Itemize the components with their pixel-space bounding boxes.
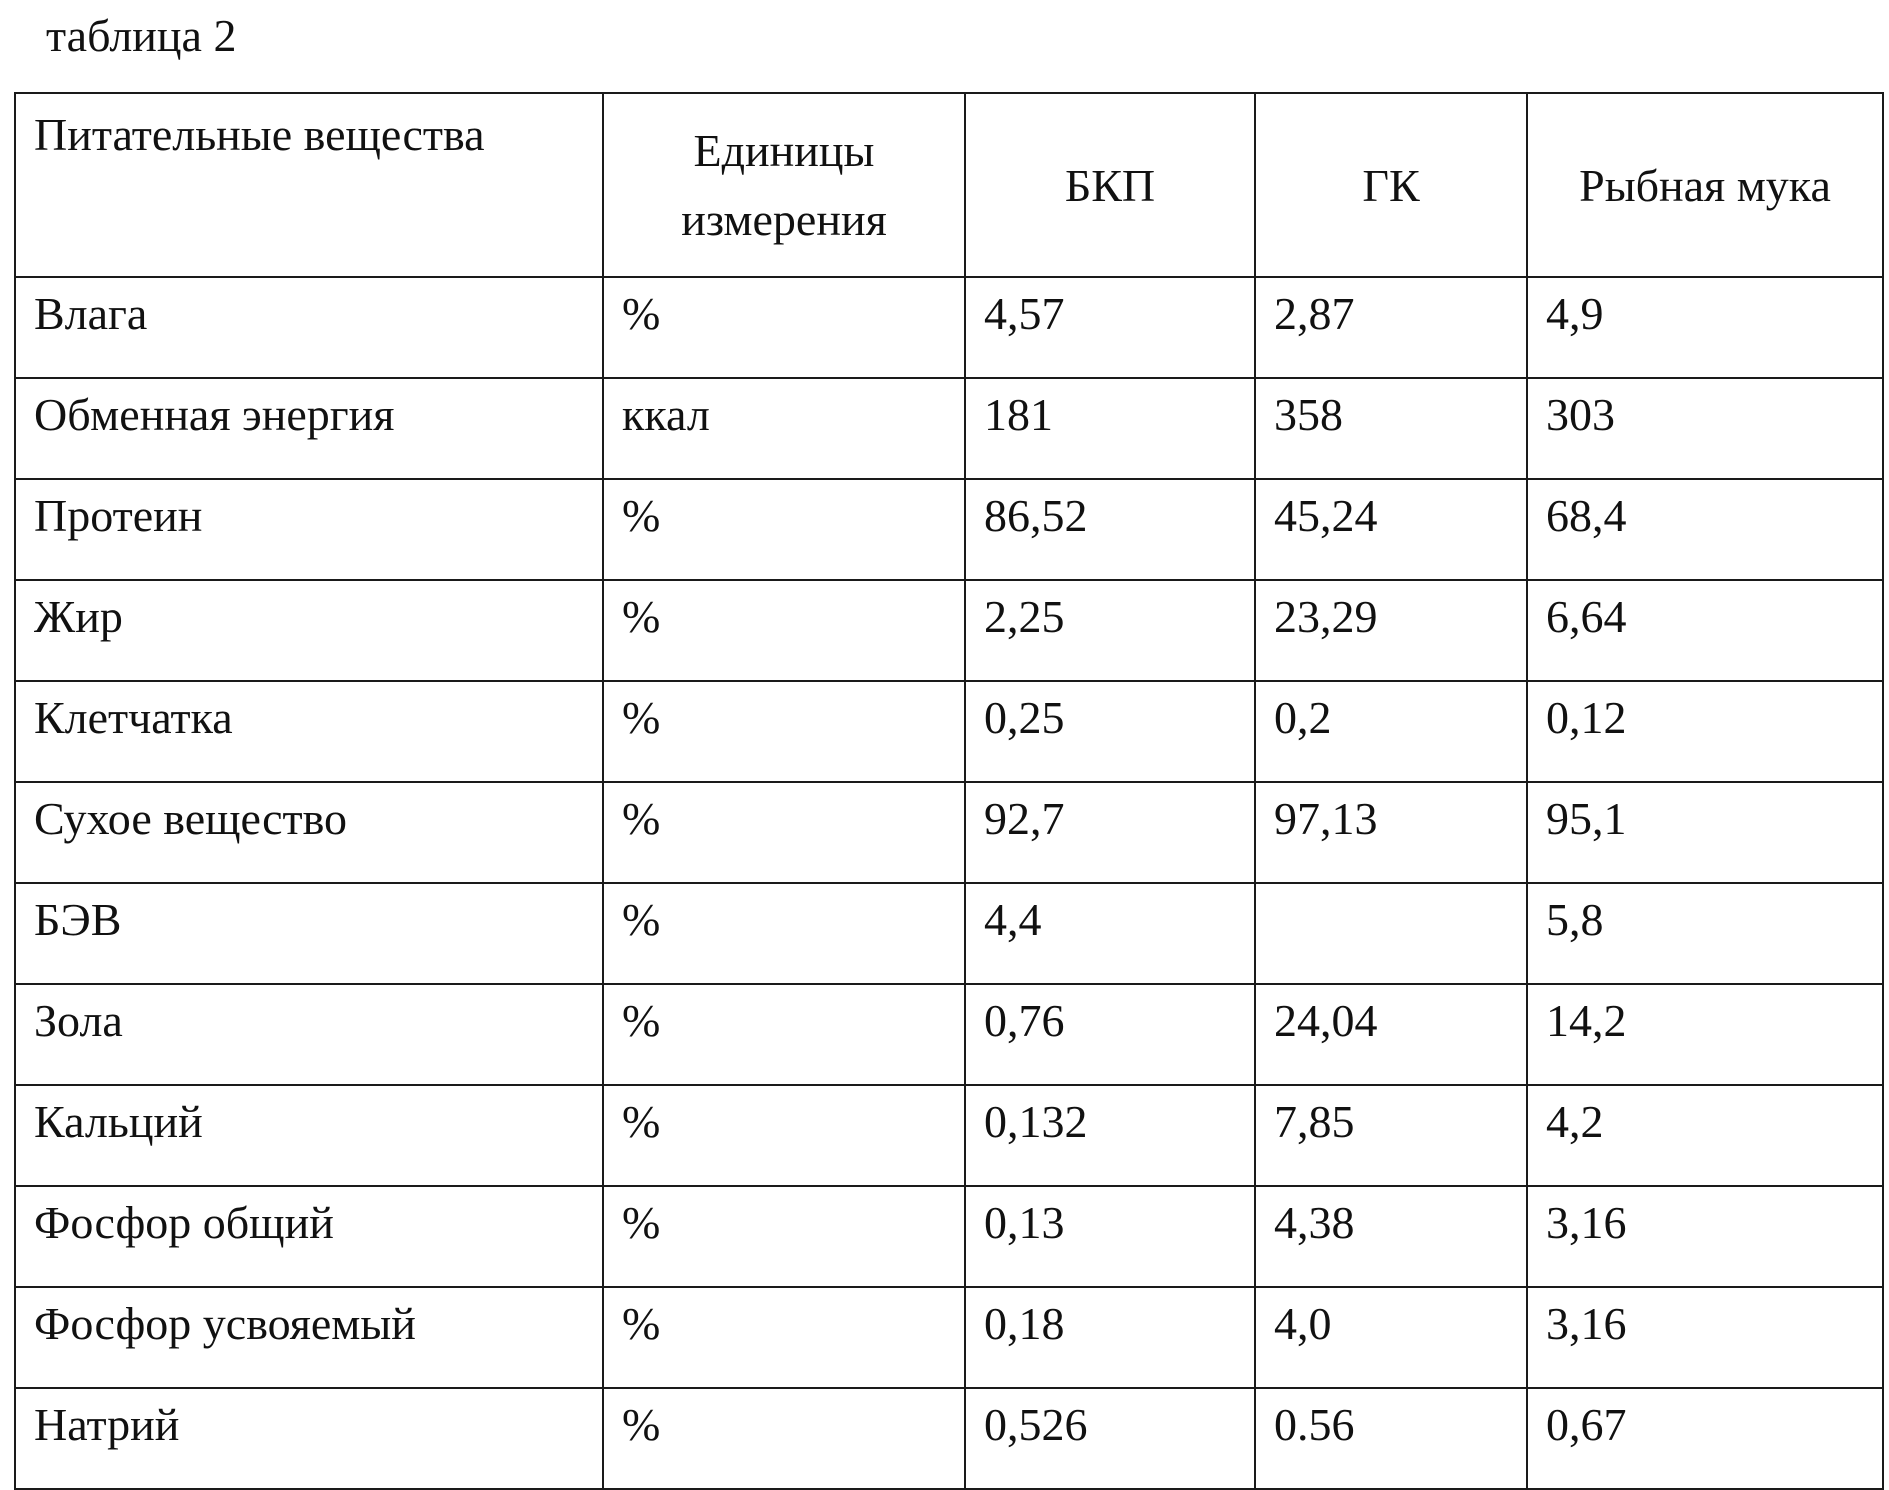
- table-row: [15, 984, 1883, 1085]
- table-row: [15, 378, 1883, 479]
- cell-gk: 2,87: [1255, 277, 1527, 378]
- cell-gk: 24,04: [1255, 984, 1527, 1085]
- cell-nutrient: Жир: [15, 580, 603, 681]
- cell-unit: %: [603, 1287, 965, 1388]
- header-fish-meal: Рыбная мука: [1527, 93, 1883, 277]
- cell-bkp: 0,25: [965, 681, 1255, 782]
- header-gk: ГК: [1255, 93, 1527, 277]
- cell-fish-meal: 5,8: [1527, 883, 1883, 984]
- table-row: [15, 681, 1883, 782]
- cell-unit: %: [603, 1186, 965, 1287]
- table-caption: таблица 2: [46, 10, 237, 61]
- cell-bkp: 0,76: [965, 984, 1255, 1085]
- table-row: [15, 1186, 1883, 1287]
- table-header: [15, 93, 1883, 277]
- table-row: [15, 277, 1883, 378]
- cell-gk: 0.56: [1255, 1388, 1527, 1489]
- table-row: [15, 580, 1883, 681]
- cell-unit: %: [603, 1388, 965, 1489]
- cell-fish-meal: 4,9: [1527, 277, 1883, 378]
- cell-bkp: 0,132: [965, 1085, 1255, 1186]
- cell-nutrient: Обменная энергия: [15, 378, 603, 479]
- cell-fish-meal: 3,16: [1527, 1287, 1883, 1388]
- cell-nutrient: Протеин: [15, 479, 603, 580]
- table-row: [15, 479, 1883, 580]
- cell-gk: 4,38: [1255, 1186, 1527, 1287]
- cell-nutrient: БЭВ: [15, 883, 603, 984]
- cell-fish-meal: 14,2: [1527, 984, 1883, 1085]
- cell-bkp: 0,526: [965, 1388, 1255, 1489]
- cell-fish-meal: 0,12: [1527, 681, 1883, 782]
- cell-bkp: 4,57: [965, 277, 1255, 378]
- cell-fish-meal: 4,2: [1527, 1085, 1883, 1186]
- cell-nutrient: Фосфор общий: [15, 1186, 603, 1287]
- cell-unit: %: [603, 681, 965, 782]
- cell-nutrient: Фосфор усвояемый: [15, 1287, 603, 1388]
- cell-bkp: 2,25: [965, 580, 1255, 681]
- cell-gk: 7,85: [1255, 1085, 1527, 1186]
- nutrients-table: [14, 92, 1884, 1490]
- table-row: [15, 883, 1883, 984]
- cell-gk: 97,13: [1255, 782, 1527, 883]
- cell-nutrient: Клетчатка: [15, 681, 603, 782]
- cell-gk: 23,29: [1255, 580, 1527, 681]
- cell-unit: %: [603, 1085, 965, 1186]
- cell-nutrient: Влага: [15, 277, 603, 378]
- header-row: [15, 93, 1883, 277]
- cell-unit: %: [603, 883, 965, 984]
- cell-unit: %: [603, 580, 965, 681]
- table-row: [15, 1388, 1883, 1489]
- cell-bkp: 0,18: [965, 1287, 1255, 1388]
- cell-nutrient: Сухое вещество: [15, 782, 603, 883]
- table-row: [15, 1287, 1883, 1388]
- cell-bkp: 0,13: [965, 1186, 1255, 1287]
- cell-nutrient: Зола: [15, 984, 603, 1085]
- cell-unit: %: [603, 782, 965, 883]
- cell-unit: %: [603, 277, 965, 378]
- cell-nutrient: Кальций: [15, 1085, 603, 1186]
- cell-unit: %: [603, 984, 965, 1085]
- table-body: [15, 277, 1883, 1489]
- cell-nutrient: Натрий: [15, 1388, 603, 1489]
- table-row: [15, 782, 1883, 883]
- header-nutrient: Питательные вещества: [15, 93, 603, 277]
- header-units: Единицы измерения: [603, 93, 965, 277]
- cell-fish-meal: 3,16: [1527, 1186, 1883, 1287]
- table-row: [15, 1085, 1883, 1186]
- cell-gk: 45,24: [1255, 479, 1527, 580]
- cell-gk: 4,0: [1255, 1287, 1527, 1388]
- cell-bkp: 86,52: [965, 479, 1255, 580]
- cell-unit: ккал: [603, 378, 965, 479]
- cell-fish-meal: 303: [1527, 378, 1883, 479]
- header-bkp: БКП: [965, 93, 1255, 277]
- cell-bkp: 4,4: [965, 883, 1255, 984]
- cell-fish-meal: 0,67: [1527, 1388, 1883, 1489]
- cell-gk: 358: [1255, 378, 1527, 479]
- cell-unit: %: [603, 479, 965, 580]
- cell-bkp: 181: [965, 378, 1255, 479]
- cell-bkp: 92,7: [965, 782, 1255, 883]
- cell-gk: 0,2: [1255, 681, 1527, 782]
- cell-fish-meal: 6,64: [1527, 580, 1883, 681]
- cell-fish-meal: 68,4: [1527, 479, 1883, 580]
- cell-gk: [1255, 883, 1527, 984]
- cell-fish-meal: 95,1: [1527, 782, 1883, 883]
